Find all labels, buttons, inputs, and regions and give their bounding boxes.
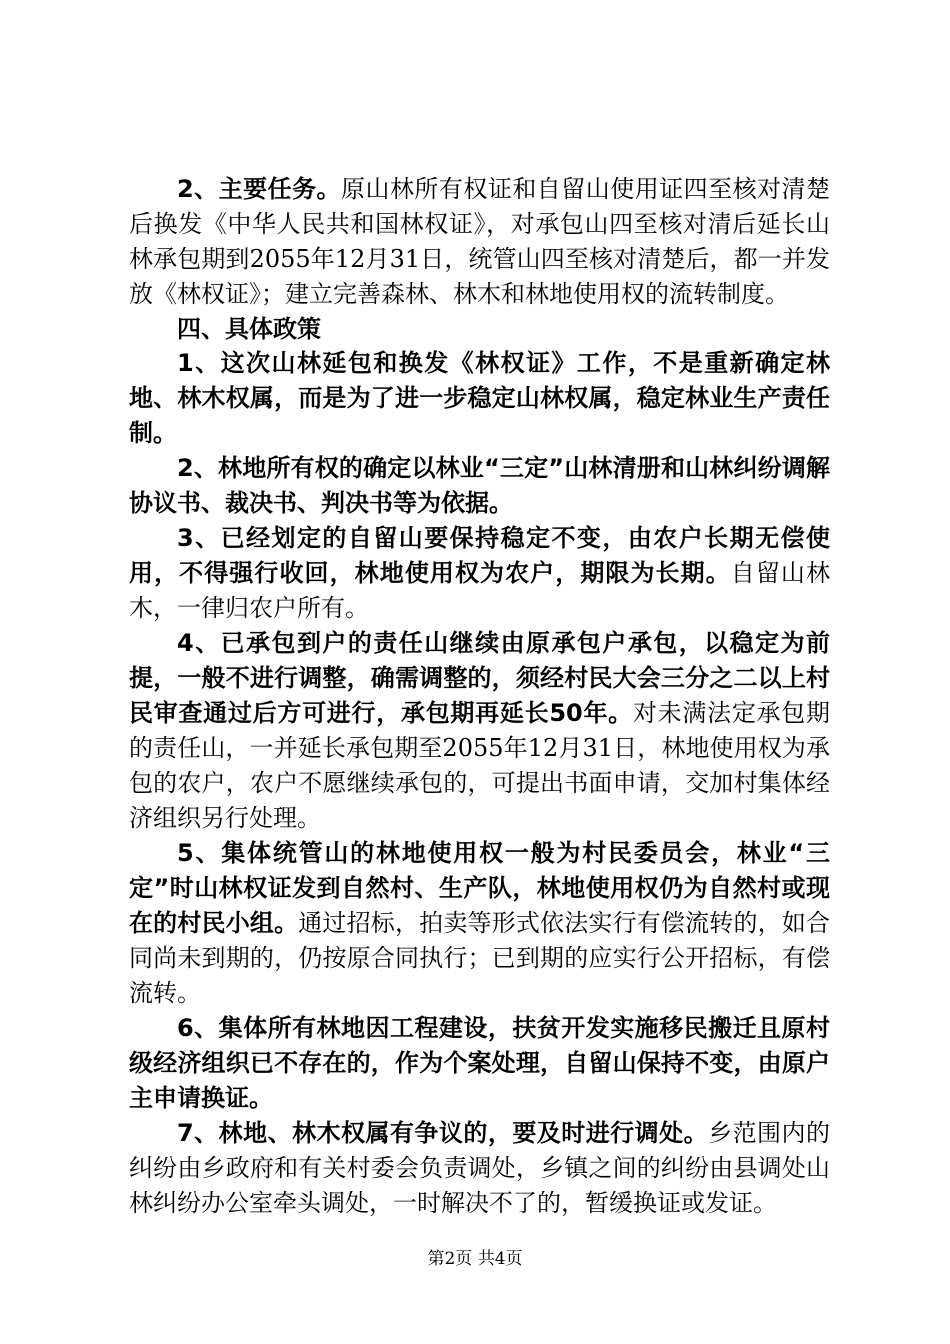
- paragraph-lead: 4、已承包到户的责任山继续由原承包户承包，以稳定为前提，一般不进行调整，确需调整的，须经村民大会三分之二以上村民审查通过后方可进行，承包期再延长50年。: [129, 629, 830, 727]
- policy-item-1: [129, 346, 830, 451]
- paragraph-lead: 2、林地所有权的确定以林业“三定”山林清册和山林纠纷调解协议书、裁决书、判决书等为依据。: [129, 454, 830, 517]
- paragraph-text: 乡范围内的纠纷由乡政府和有关村委会负责调处，乡镇之间的纠纷由县调处山林纠纷办公室牵头调处，一时解决不了的，暂缓换证或发证。: [129, 1119, 831, 1217]
- paragraph-text: 自留山林木，一律归农户所有。: [129, 559, 831, 622]
- paragraph-lead: 2、主要任务。: [177, 175, 342, 203]
- paragraph-lead: 1、这次山林延包和换发《林权证》工作，不是重新确定林地、林木权属，而是为了进一步稳定山林权属，稳定林业生产责任制。: [129, 349, 830, 447]
- policy-item-3: [129, 521, 830, 626]
- paragraph-text: 原山林所有权证和自留山使用证四至核对清楚后换发《中华人民共和国林权证》，对承包山四至核对清后延长山林承包期到2055年12月31日，统管山四至核对清楚后，都一并发放《林权证》；建立完善森林、林木和林地使用权的流转制度。: [129, 175, 831, 308]
- paragraph-lead: 7、林地、林木权属有争议的，要及时进行调处。: [177, 1119, 709, 1147]
- page-footer: 第2页 共4页: [427, 1249, 523, 1269]
- paragraph-lead: 3、已经划定的自留山要保持稳定不变，由农户长期无偿使用，不得强行收回，林地使用权为农户，期限为长期。: [129, 524, 830, 587]
- paragraph-text: 通过招标，拍卖等形式依法实行有偿流转的，如合同尚未到期的，仍按原合同执行；已到期的应实行公开招标，有偿流转。: [129, 909, 830, 1007]
- policy-item-4: [129, 626, 830, 836]
- paragraph-main-tasks: [129, 172, 830, 312]
- paragraph-lead: 5、集体统管山的林地使用权一般为村民委员会，林业“三定”时山林权证发到自然村、生产队，林地使用权仍为自然村或现在的村民小组。: [129, 839, 830, 937]
- policy-item-7: [129, 1116, 830, 1221]
- policy-item-5: [129, 836, 830, 1011]
- policy-item-2: [129, 451, 830, 521]
- section-heading-specific-policies: 四、具体政策: [177, 315, 321, 343]
- document-body: [129, 172, 830, 1221]
- paragraph-text: 对未满法定承包期的责任山，一并延长承包期至2055年12月31日，林地使用权为承包的农户，农户不愿继续承包的，可提出书面申请，交加村集体经济组织另行处理。: [129, 699, 831, 832]
- paragraph-lead: 6、集体所有林地因工程建设，扶贫开发实施移民搬迁且原村级经济组织已不存在的，作为个案处理，自留山保持不变，由原户主申请换证。: [129, 1014, 830, 1112]
- policy-item-6: [129, 1011, 830, 1116]
